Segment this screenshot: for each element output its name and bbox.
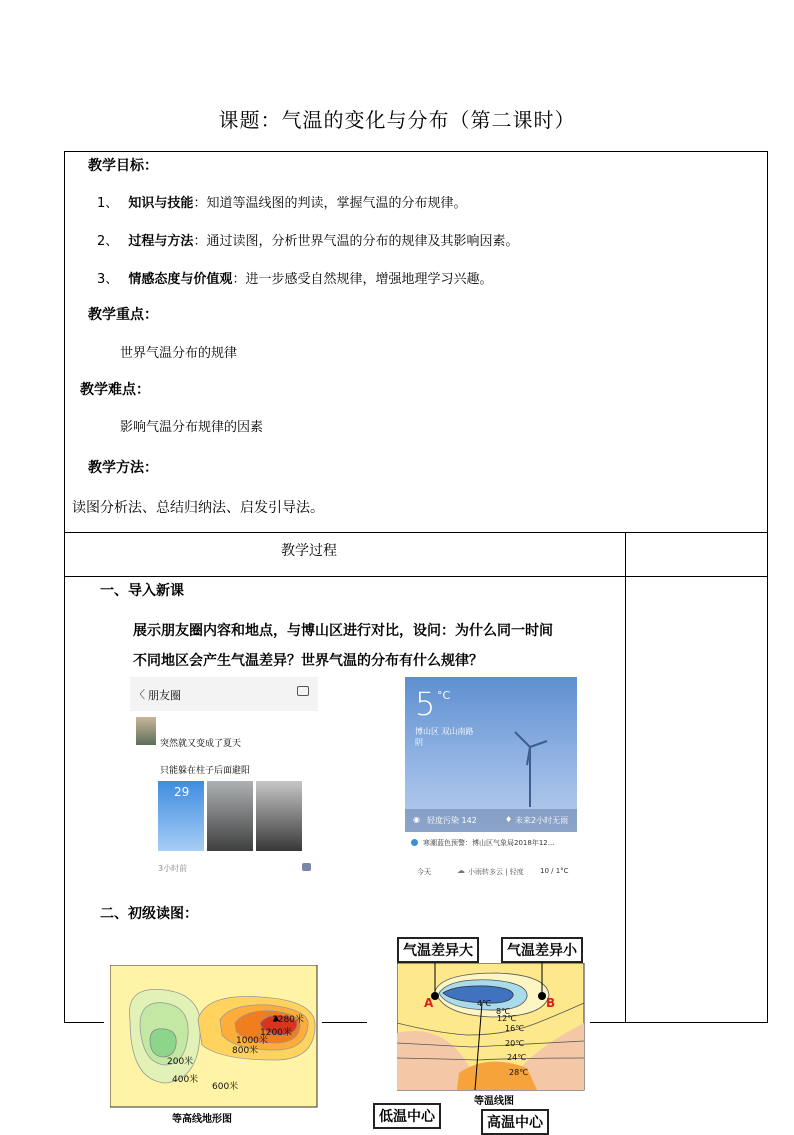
table-border-right xyxy=(767,151,768,1023)
isotherm-map-caption: 等温线图 xyxy=(474,1096,514,1107)
weather-info-bar xyxy=(405,809,577,832)
table-divider-2 xyxy=(64,576,768,577)
weather-temp: 5 xyxy=(415,685,436,723)
contour-map xyxy=(110,965,318,1108)
method-heading: 教学方法： xyxy=(88,460,158,476)
contour-label: 600米 xyxy=(212,1082,239,1092)
key-point-text: 世界气温分布的规律 xyxy=(120,346,238,361)
post-text-1: 突然就又变成了夏天 xyxy=(160,739,242,749)
difficulty-heading: 教学难点： xyxy=(80,382,150,398)
wind-turbine-icon xyxy=(505,727,555,807)
isotherm-label: 16℃ xyxy=(505,1024,525,1033)
contour-label: 800米 xyxy=(232,1046,259,1056)
label-high-temp-center: 高温中心 xyxy=(481,1109,549,1135)
point-b-label: B xyxy=(546,996,556,1010)
table-border-left xyxy=(64,151,65,1023)
weather-app-screenshot xyxy=(405,677,577,882)
table-border-top xyxy=(64,151,768,152)
table-bottom-seg-2 xyxy=(322,1022,367,1023)
objective-text: ：通过读图，分析世界气温的分布的规律及其影响因素。 xyxy=(193,234,519,249)
isotherm-label: 28℃ xyxy=(509,1068,529,1077)
intro-line-2: 不同地区会产生气温差异？世界气温的分布有什么规律？ xyxy=(133,653,483,669)
label-small-difference: 气温差异小 xyxy=(501,937,583,963)
weather-location: 博山区 双山南路 xyxy=(415,727,474,736)
weather-forecast: 小雨转多云 | 轻度 xyxy=(468,868,524,876)
objective-text: ：知道等温线图的判读，掌握气温的分布规律。 xyxy=(193,196,467,211)
objective-num: 3、 xyxy=(97,272,119,287)
objective-label: 知识与技能 xyxy=(128,196,194,211)
contour-label: 1000米 xyxy=(236,1036,268,1046)
isotherm-label: 8℃ xyxy=(496,1007,511,1016)
cloud-icon: ☁ xyxy=(457,866,465,875)
table-column-divider xyxy=(625,532,626,1023)
contour-label: 1200米 xyxy=(260,1028,292,1038)
table-bottom-seg-3 xyxy=(590,1022,768,1023)
weather-unit: °C xyxy=(437,689,451,702)
difficulty-text: 影响气温分布规律的因素 xyxy=(120,420,264,435)
camera-icon xyxy=(297,686,309,696)
table-bottom-seg-1 xyxy=(64,1022,104,1023)
back-icon: 〈 xyxy=(134,688,145,701)
isotherm-map xyxy=(397,963,585,1091)
objective-label: 情感态度与价值观 xyxy=(128,272,233,287)
key-point-heading: 教学重点： xyxy=(88,307,158,323)
objective-label: 过程与方法 xyxy=(128,234,194,249)
isotherm-label: 24℃ xyxy=(507,1053,527,1062)
point-a-label: A xyxy=(424,996,434,1010)
eye-icon: ◉ xyxy=(413,815,420,824)
page-title: 课题：气温的变化与分布（第二课时） xyxy=(218,108,576,132)
photo-building-1 xyxy=(207,781,253,851)
weather-sky xyxy=(405,677,577,832)
isotherm-label: 12℃ xyxy=(497,1014,517,1023)
contour-label: 200米 xyxy=(167,1057,194,1067)
photo-temp: 29 xyxy=(174,785,190,799)
weather-alert: 寒潮蓝色预警：博山区气象局2018年12... xyxy=(423,839,555,847)
objective-item-3 xyxy=(97,268,492,287)
weather-range: 10 / 1°C xyxy=(540,867,569,875)
weather-aqi: 轻度污染 142 xyxy=(427,816,477,825)
avatar xyxy=(136,717,156,745)
contour-label: 1280米 xyxy=(272,1015,304,1025)
comment-icon xyxy=(302,863,311,871)
objective-text: ：进一步感受自然规律，增强地理学习兴趣。 xyxy=(232,272,493,287)
raindrop-icon: ♦ xyxy=(505,815,513,824)
label-low-temp-center: 低温中心 xyxy=(373,1103,441,1129)
contour-map-caption: 等高线地形图 xyxy=(172,1114,232,1125)
alert-icon xyxy=(411,839,418,846)
objectives-heading: 教学目标： xyxy=(88,158,158,174)
table-divider-1 xyxy=(64,532,768,533)
weather-rain: 未来2小时无雨 xyxy=(515,816,569,825)
contour-label: 400米 xyxy=(172,1075,199,1085)
method-text: 读图分析法、总结归纳法、启发引导法。 xyxy=(72,500,324,516)
process-heading: 教学过程 xyxy=(281,543,337,559)
wechat-title: 朋友圈 xyxy=(148,689,181,702)
photo-phone-weather xyxy=(158,781,204,851)
objective-item-2 xyxy=(97,230,518,249)
weather-condition: 阴 xyxy=(415,738,423,747)
section-2-heading: 二、初级读图： xyxy=(100,906,198,922)
isotherm-label: 20℃ xyxy=(505,1039,525,1048)
isotherm-label: 4℃ xyxy=(477,999,492,1008)
objective-num: 1、 xyxy=(97,196,119,211)
post-text-2: 只能躲在柱子后面避阳 xyxy=(160,766,251,776)
post-time: 3小时前 xyxy=(158,864,188,873)
label-large-difference: 气温差异大 xyxy=(397,937,479,963)
photo-building-2 xyxy=(256,781,302,851)
section-1-heading: 一、导入新课 xyxy=(100,583,184,599)
objective-item-1 xyxy=(97,192,466,211)
wechat-moments-screenshot xyxy=(130,677,318,877)
objective-num: 2、 xyxy=(97,234,119,249)
wechat-top-bar xyxy=(130,677,318,711)
weather-today: 今天 xyxy=(417,868,431,876)
intro-line-1: 展示朋友圈内容和地点，与博山区进行对比，设问：为什么同一时间 xyxy=(133,623,553,639)
